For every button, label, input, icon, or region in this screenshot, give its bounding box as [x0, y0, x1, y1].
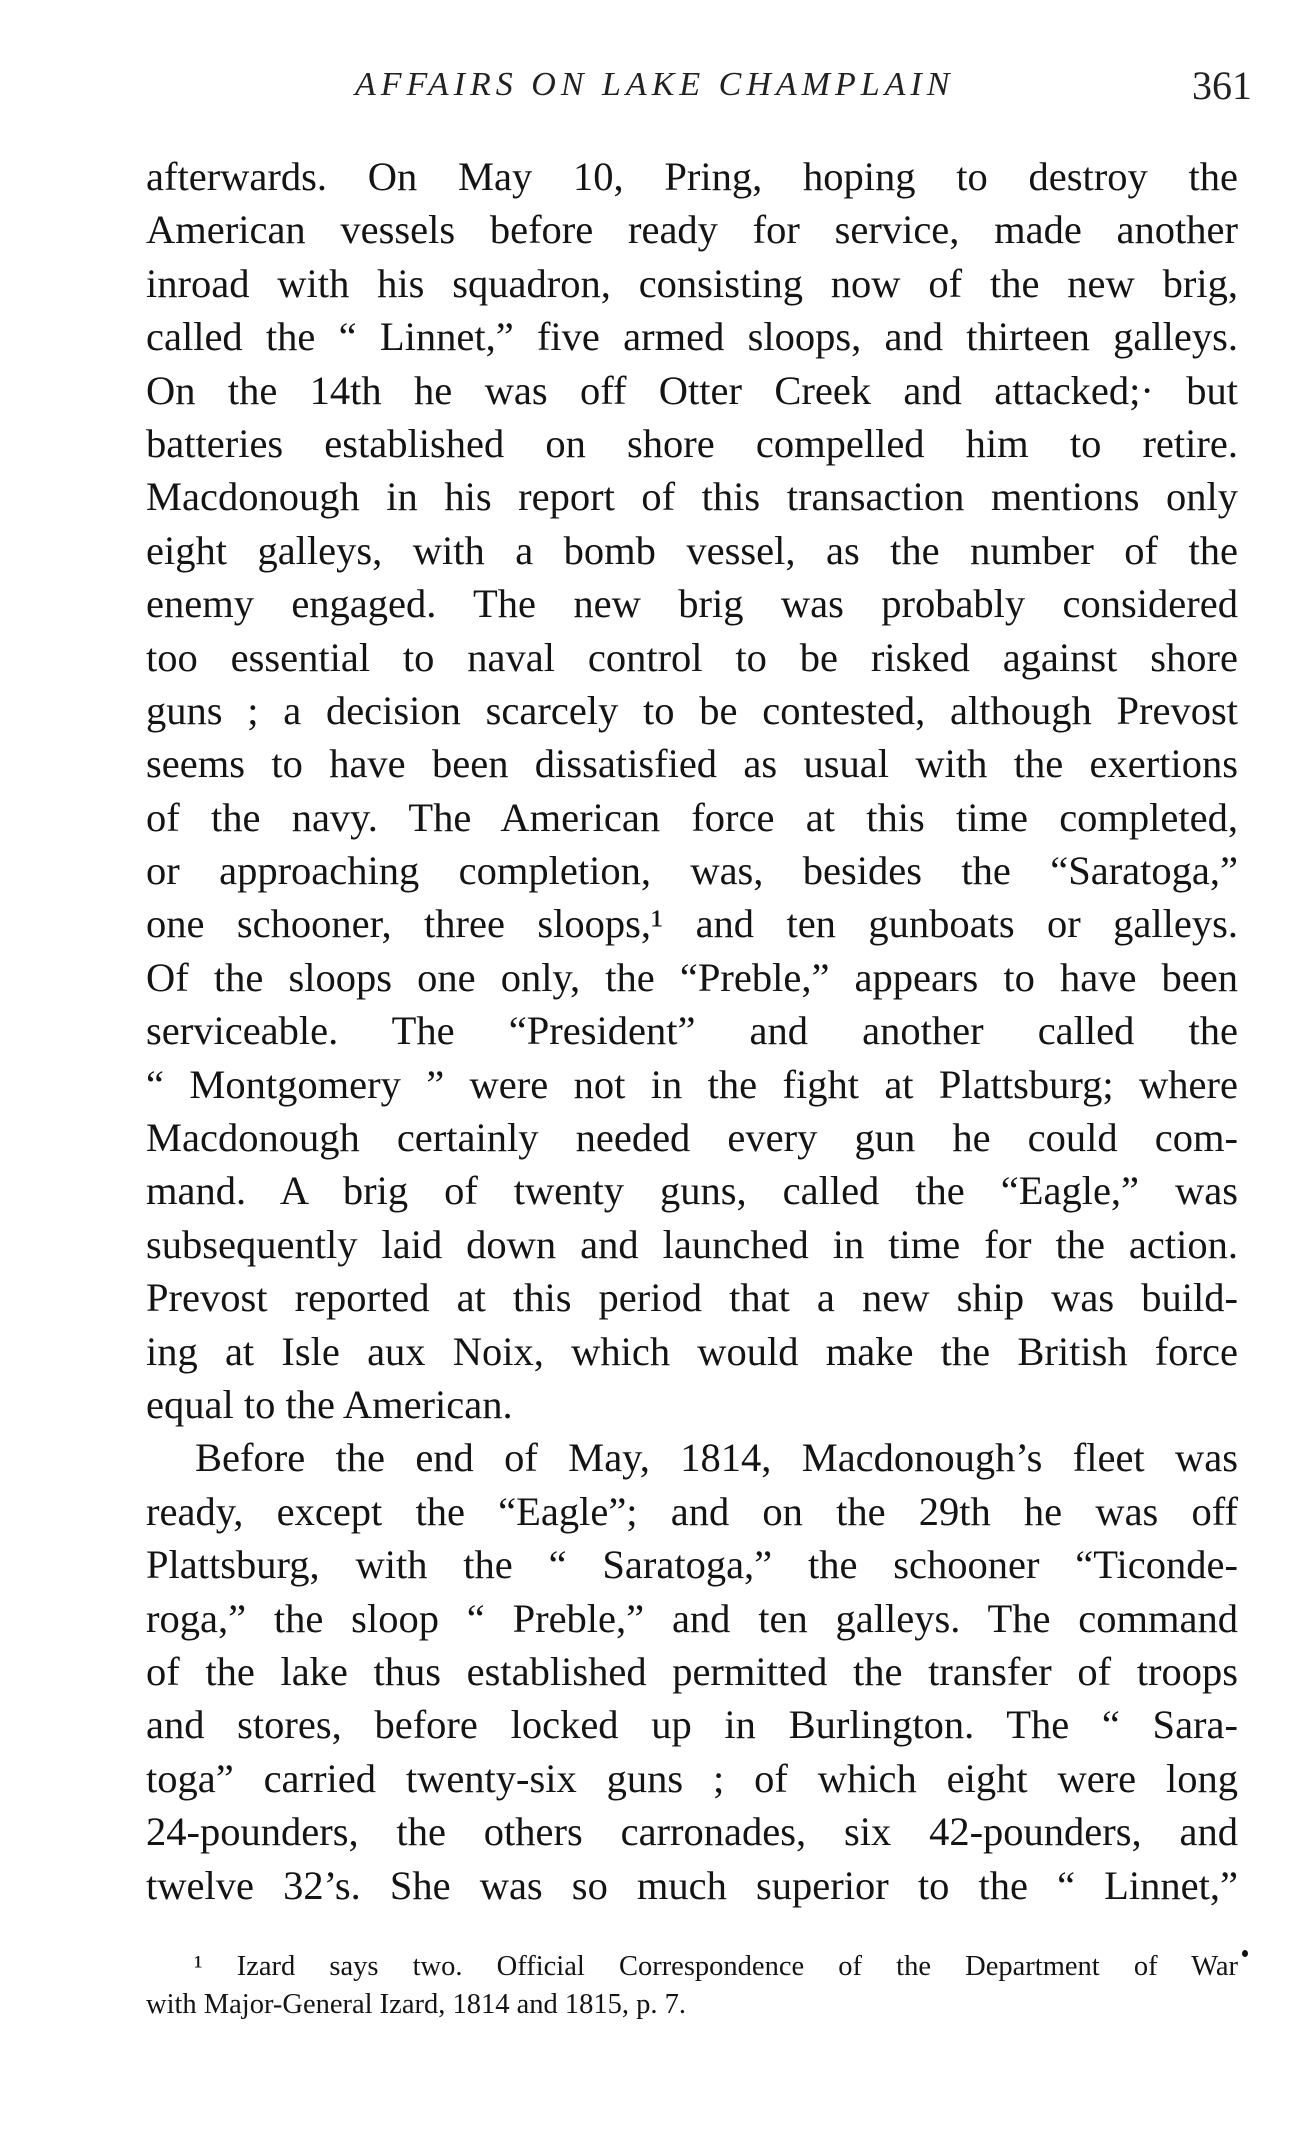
text-line: Macdonough certainly needed every gun he could com-	[146, 1115, 1238, 1161]
text-line: Prevost reported at this period that a new ship was build-	[146, 1275, 1238, 1321]
footnote	[146, 1948, 1238, 2024]
text-line: of the lake thus established permitted the transfer of troops	[146, 1648, 1238, 1694]
text-line: seems to have been dissatisfied as usual with the exertions	[146, 741, 1238, 787]
text-line: “ Montgomery ” were not in the fight at Plattsburg; where	[146, 1061, 1238, 1107]
footnote-line: ¹ Izard says two. Official Correspondence of the Department of War	[194, 1951, 1238, 1982]
text-line: ing at Isle aux Noix, which would make the British force	[146, 1328, 1238, 1374]
body-text	[146, 150, 1238, 1912]
text-line: called the “ Linnet,” five armed sloops, and thirteen galleys.	[146, 314, 1238, 360]
text-line: of the navy. The American force at this time completed,	[146, 794, 1238, 840]
text-line: On the 14th he was off Otter Creek and attacked;· but	[146, 367, 1238, 413]
text-line: Of the sloops one only, the “Preble,” appears to have been	[146, 954, 1238, 1000]
ink-speck	[1242, 1950, 1248, 1957]
text-line: or approaching completion, was, besides the “Saratoga,”	[146, 848, 1238, 894]
text-line: guns ; a decision scarcely to be contested, although Prevost	[146, 687, 1238, 733]
text-line: mand. A brig of twenty guns, called the “Eagle,” was	[146, 1168, 1238, 1214]
text-line: 24-pounders, the others carronades, six 42-pounders, and	[146, 1809, 1238, 1855]
text-line: subsequently laid down and launched in time for the action.	[146, 1221, 1238, 1267]
text-line: equal to the American.	[146, 1381, 513, 1427]
text-line: and stores, before locked up in Burlington. The “ Sara-	[146, 1702, 1238, 1748]
text-line: batteries established on shore compelled him to retire.	[146, 420, 1238, 466]
running-title: AFFAIRS ON LAKE CHAMPLAIN	[355, 66, 955, 103]
text-line: American vessels before ready for service, made another	[146, 207, 1238, 253]
text-line: toga” carried twenty-six guns ; of which eight were long	[146, 1755, 1238, 1801]
text-line: one schooner, three sloops,¹ and ten gunboats or galleys.	[146, 901, 1238, 947]
text-line: serviceable. The “President” and another called the	[146, 1008, 1238, 1054]
text-line: Macdonough in his report of this transaction mentions only	[146, 474, 1238, 520]
text-line: ready, except the “Eagle”; and on the 29th he was off	[146, 1488, 1238, 1534]
footnote-line: with Major-General Izard, 1814 and 1815, p. 7.	[146, 1989, 686, 2020]
text-line: afterwards. On May 10, Pring, hoping to destroy the	[146, 154, 1238, 199]
text-line: too essential to naval control to be risked against shore	[146, 634, 1238, 680]
page-number: 361	[1192, 63, 1252, 108]
text-line: twelve 32’s. She was so much superior to the “ Linnet,”	[146, 1862, 1238, 1908]
text-line: eight galleys, with a bomb vessel, as the number of the	[146, 527, 1238, 573]
text-line: Plattsburg, with the “ Saratoga,” the schooner “Ticonde-	[146, 1542, 1238, 1588]
text-line: Before the end of May, 1814, Macdonough’s fleet was	[195, 1435, 1238, 1481]
text-line: roga,” the sloop “ Preble,” and ten galleys. The command	[146, 1595, 1238, 1641]
text-line: inroad with his squadron, consisting now of the new brig,	[146, 260, 1238, 306]
text-line: enemy engaged. The new brig was probably considered	[146, 581, 1238, 627]
